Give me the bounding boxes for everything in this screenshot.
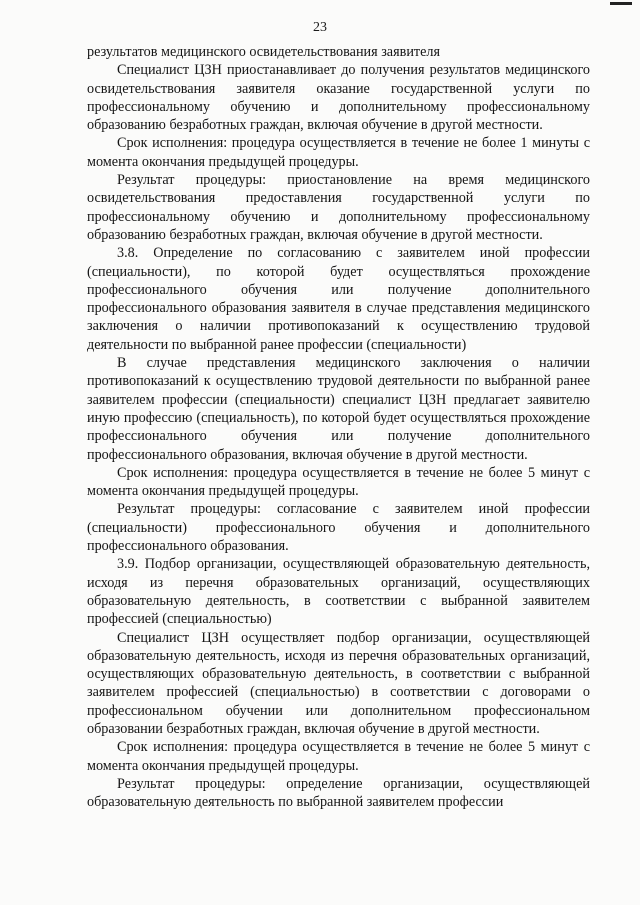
scan-artifact-mark: [610, 2, 632, 5]
paragraph-suspension: Специалист ЦЗН приостанавливает до получения результатов медицинского освидетельствования заявителя оказание государственной услуги по профессиональному обучению и дополнительному профессиональному образованию безработных граждан, включая обучение в другой местности.: [87, 62, 590, 134]
paragraph-deadline-3: Срок исполнения: процедура осуществляется в течение не более 5 минут с момента окончания предыдущей процедуры.: [87, 739, 590, 774]
section-heading-3-8: 3.8. Определение по согласованию с заявителем иной профессии (специальности), по которой будет осуществляться прохождение профессионального обучения или получение дополнительного профессионального образования заявителя в случае представления медицинского заключения о наличии противопоказаний к осуществлению трудовой деятельности по выбранной ранее профессии (специальности): [87, 245, 590, 353]
paragraph-contraindications: В случае представления медицинского заключения о наличии противопоказаний к осуществлению трудовой деятельности по выбранной ранее заявителем профессии (специальности) специалист ЦЗН предлагает заявителю иную профессию (специальность), по которой будет осуществляться прохождение профессионального обучения или получение дополнительного профессионального образования, включая обучение в другой местности.: [87, 355, 590, 463]
paragraph-deadline-1: Срок исполнения: процедура осуществляется в течение не более 1 минуты с момента окончания предыдущей процедуры.: [87, 135, 590, 170]
paragraph-result-1: Результат процедуры: приостановление на время медицинского освидетельствования предоставления государственной услуги по профессиональному обучению и дополнительному профессиональному образованию безработных граждан, включая обучение в другой местности.: [87, 172, 590, 243]
document-body: [87, 43, 590, 811]
paragraph-result-2: Результат процедуры: согласование с заявителем иной профессии (специальности) профессионального обучения и дополнительного профессионального образования.: [87, 501, 590, 555]
section-heading-3-9: 3.9. Подбор организации, осуществляющей образовательную деятельность, исходя из перечня образовательных организаций, осуществляющих образовательную деятельность, в соответствии с выбранной заявителем профессией (специальностью): [87, 556, 590, 628]
paragraph-result-3: Результат процедуры: определение организации, осуществляющей образовательную деятельность по выбранной заявителем профессии: [87, 775, 590, 811]
page-number: 23: [313, 20, 327, 35]
paragraph-continuation: результатов медицинского освидетельствования заявителя: [87, 44, 441, 60]
paragraph-deadline-2: Срок исполнения: процедура осуществляется в течение не более 5 минут с момента окончания предыдущей процедуры.: [87, 464, 590, 500]
paragraph-organization-selection: Специалист ЦЗН осуществляет подбор организации, осуществляющей образовательную деятельность, исходя из перечня образовательных организаций, осуществляющих образовательную деятельность, в соответствии с выбранной заявителем профессией (специальностью) в соответствии с договорами о профессиональном обучении или дополнительном профессиональном образовании безработных граждан, включая обучение в другой местности.: [87, 629, 590, 737]
